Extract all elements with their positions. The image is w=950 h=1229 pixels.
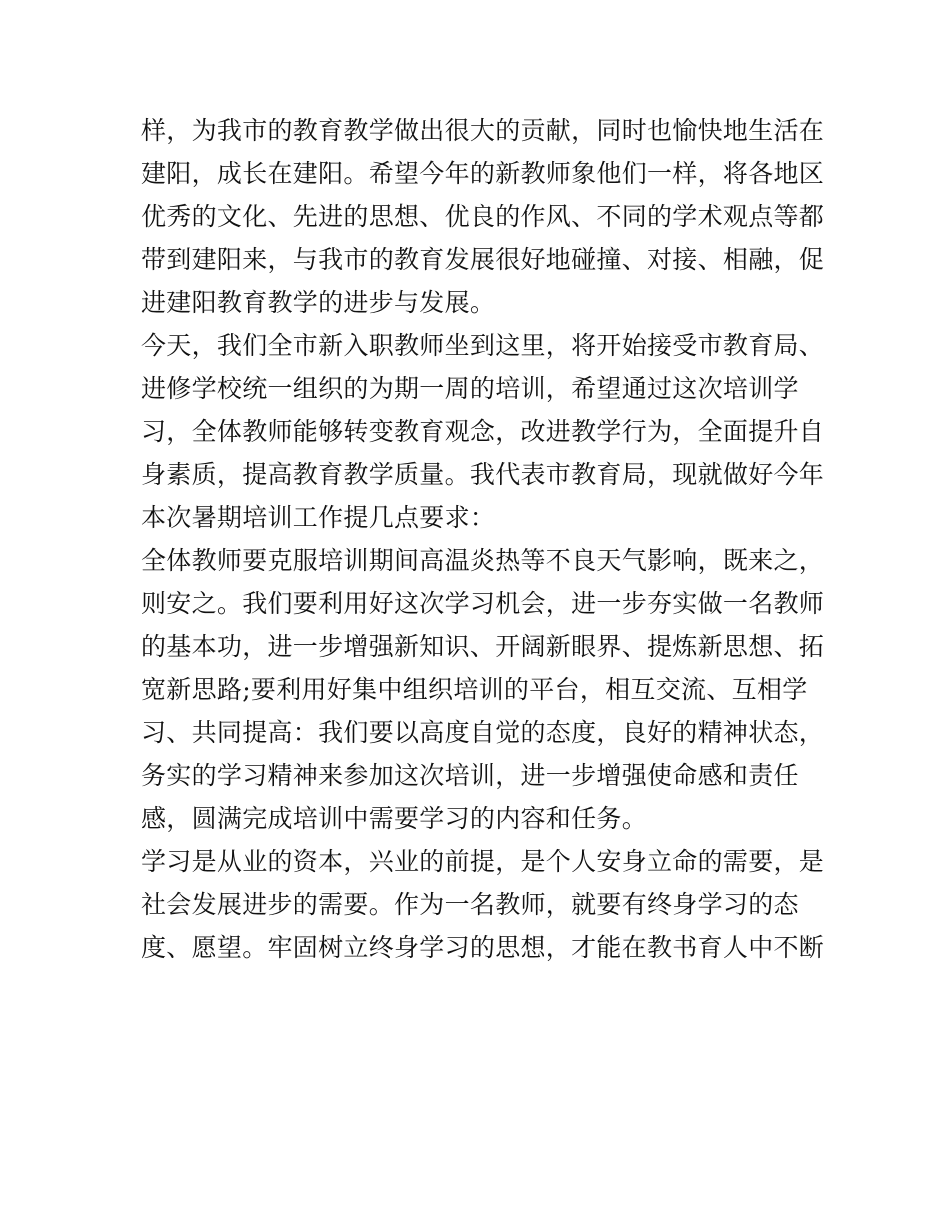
text-line: 务实的学习精神来参加这次培训，进一步增强使命感和责任 — [141, 761, 799, 790]
text-line: 本次暑期培训工作提几点要求： — [141, 503, 496, 532]
text-line: 学习是从业的资本，兴业的前提，是个人安身立命的需要，是 — [141, 847, 825, 876]
body-text — [141, 109, 825, 969]
text-line: 习、共同提高：我们要以高度自觉的态度，良好的精神状态， — [141, 718, 825, 747]
text-line: 宽新思路;要利用好集中组织培训的平台，相互交流、互相学 — [141, 675, 808, 704]
text-line: 的基本功，进一步增强新知识、开阔新眼界、提炼新思想、拓 — [141, 632, 825, 661]
text-line: 进修学校统一组织的为期一周的培训，希望通过这次培训学 — [141, 374, 799, 403]
text-line: 带到建阳来，与我市的教育发展很好地碰撞、对接、相融，促 — [141, 245, 825, 274]
text-line: 全体教师要克服培训期间高温炎热等不良天气影响，既来之， — [141, 546, 825, 575]
text-line: 样，为我市的教育教学做出很大的贡献，同时也愉快地生活在 — [141, 116, 825, 145]
text-line: 建阳，成长在建阳。希望今年的新教师象他们一样，将各地区 — [141, 159, 825, 188]
text-line: 社会发展进步的需要。作为一名教师，就要有终身学习的态 — [141, 890, 799, 919]
text-line: 感，圆满完成培训中需要学习的内容和任务。 — [141, 804, 648, 833]
text-line: 进建阳教育教学的进步与发展。 — [141, 288, 496, 317]
text-line: 优秀的文化、先进的思想、优良的作风、不同的学术观点等都 — [141, 202, 825, 231]
text-line: 今天，我们全市新入职教师坐到这里，将开始接受市教育局、 — [141, 331, 825, 360]
text-line: 则安之。我们要利用好这次学习机会，进一步夯实做一名教师 — [141, 589, 825, 618]
text-line: 度、愿望。牢固树立终身学习的思想，才能在教书育人中不断 — [141, 933, 825, 962]
text-line: 身素质，提高教育教学质量。我代表市教育局，现就做好今年 — [141, 460, 825, 489]
text-line: 习，全体教师能够转变教育观念，改进教学行为，全面提升自 — [141, 417, 825, 446]
